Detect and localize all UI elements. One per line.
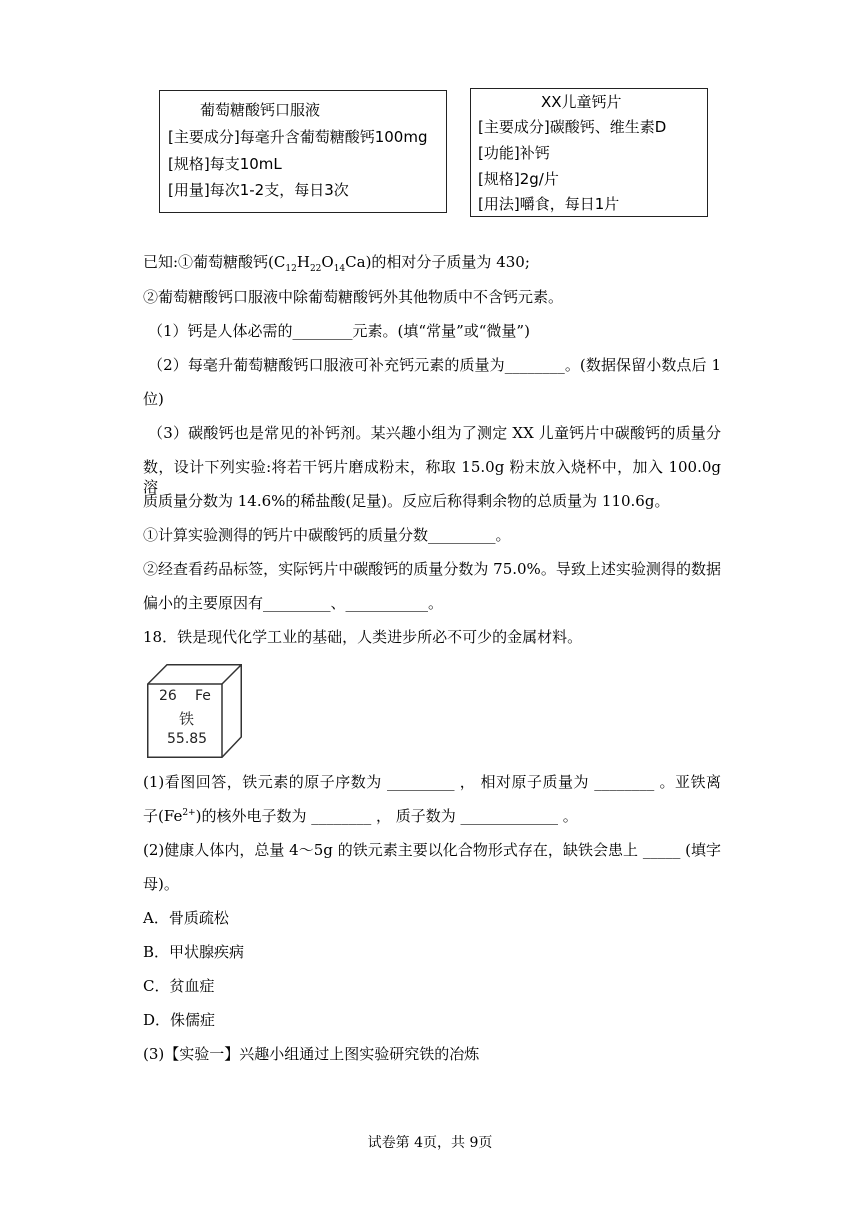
question-18-stem: 18．铁是现代化学工业的基础，人类进步所必不可少的金属材料。 bbox=[143, 628, 583, 646]
question-3-line-2: 数，设计下列实验:将若干钙片磨成粉末，称取 15.0g 粉末放入烧杯中，加入 100.0g 溶 bbox=[143, 458, 721, 496]
atomic-number: 26 bbox=[159, 688, 177, 704]
question-3-line-1: （3）碳酸钙也是常见的补钙剂。某兴趣小组为了测定 XX 儿童钙片中碳酸钙的质量分 bbox=[148, 424, 721, 442]
label-function: [功能]补钙 bbox=[478, 144, 550, 162]
page-footer: 试卷第 4页，共 9页 bbox=[367, 1135, 493, 1151]
question-18-part-1-line-2: 子$(Fe^{2+})$的核外电子数为 ________ ， 质子数为 _____________ 。 bbox=[143, 807, 578, 825]
known-condition-2: ②葡萄糖酸钙口服液中除葡萄糖酸钙外其他物质中不含钙元素。 bbox=[143, 288, 564, 306]
question-3-subpart-1: ①计算实验测得的钙片中碳酸钙的质量分数_________。 bbox=[143, 526, 511, 544]
question-3-subpart-2-line-2: 偏小的主要原因有_________、___________。 bbox=[143, 594, 444, 612]
label-title: XX儿童钙片 bbox=[541, 93, 622, 111]
label-title: 葡萄糖酸钙口服液 bbox=[200, 101, 321, 119]
question-1: （1）钙是人体必需的________元素。(填“常量”或“微量”) bbox=[148, 322, 530, 340]
question-3-line-3: 质质量分数为 14.6%的稀盐酸(足量)。反应后称得剩余物的总质量为 110.6g。 bbox=[143, 492, 670, 510]
label-spec: [规格]2g/片 bbox=[478, 170, 559, 188]
label-dosage: [用量]每次1-2支，每日3次 bbox=[168, 181, 349, 199]
known-condition-1: 已知:①葡萄糖酸钙$(C_{12}H_{22}O_{14}Ca)$的相对分子质量为 430; bbox=[143, 253, 530, 274]
product-label-kids-calcium-tablet bbox=[470, 88, 708, 217]
label-usage: [用法]嚼食，每日1片 bbox=[478, 195, 620, 213]
label-ingredient: [主要成分]碳酸钙、维生素D bbox=[478, 118, 667, 136]
option-b: B．甲状腺疾病 bbox=[143, 943, 245, 961]
question-2-line-2: 位) bbox=[143, 390, 164, 408]
iron-element-cube bbox=[147, 664, 242, 758]
atomic-mass: 55.85 bbox=[167, 731, 208, 747]
question-18-part-1-line-1: (1)看图回答，铁元素的原子序数为 _________ ， 相对原子质量为 ________ 。亚铁离 bbox=[143, 773, 721, 791]
question-18-part-3: (3)【实验一】兴趣小组通过上图实验研究铁的冶炼 bbox=[143, 1045, 480, 1063]
option-a: A．骨质疏松 bbox=[143, 909, 229, 927]
label-spec: [规格]每支10mL bbox=[168, 155, 282, 173]
question-3-subpart-2-line-1: ②经查看药品标签，实际钙片中碳酸钙的质量分数为 75.0%。导致上述实验测得的数据 bbox=[143, 560, 721, 578]
product-label-calcium-gluconate bbox=[159, 90, 447, 213]
question-18-part-2-line-2: 母)。 bbox=[143, 875, 179, 893]
element-name: 铁 bbox=[179, 710, 195, 728]
option-c: C．贫血症 bbox=[143, 977, 215, 995]
question-2-line-1: （2）每毫升葡萄糖酸钙口服液可补充钙元素的质量为________。(数据保留小数点后 1 bbox=[148, 356, 721, 374]
element-symbol: Fe bbox=[195, 688, 211, 704]
label-ingredient: [主要成分]每毫升含葡萄糖酸钙100mg bbox=[168, 128, 428, 146]
question-18-part-2-line-1: (2)健康人体内，总量 4～5g 的铁元素主要以化合物形式存在，缺铁会患上 _____ (填字 bbox=[143, 841, 721, 859]
option-d: D．侏儒症 bbox=[143, 1011, 216, 1029]
